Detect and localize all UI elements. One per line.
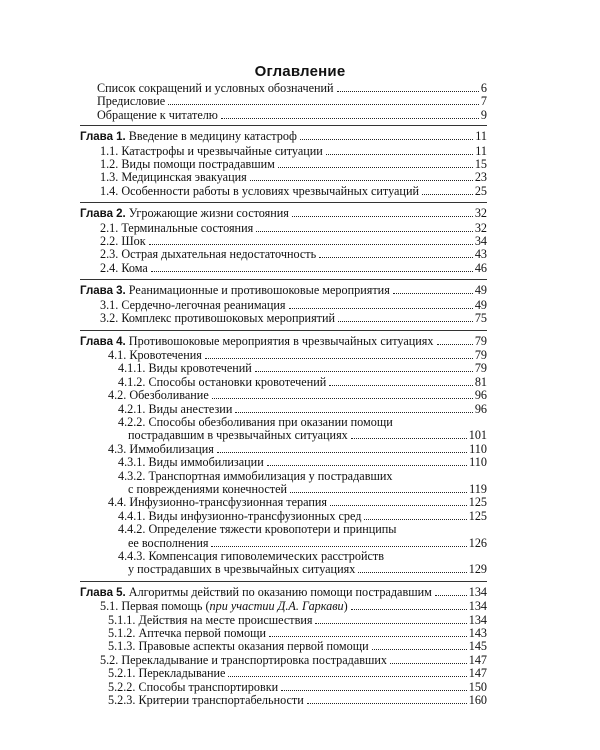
chapter-title: Угрожающие жизни состояния xyxy=(128,206,289,221)
toc-entry-text: 5.2. Перекладывание и транспортировка пострадавших xyxy=(100,652,388,667)
toc-entry-text: 4.3. Иммобилизация xyxy=(108,441,214,456)
toc-entry-text: 4.2. Обезболивание xyxy=(108,388,209,403)
leader-dots xyxy=(319,257,473,258)
toc-entry-text: 4.4.1. Виды инфузионно-трансфузионных сред xyxy=(118,508,362,523)
leader-dots xyxy=(300,139,473,140)
toc-page-number: 110 xyxy=(469,441,487,456)
toc-page-number: 11 xyxy=(475,143,487,158)
leader-dots xyxy=(372,649,467,650)
toc-entry-text: Обращение к читателю xyxy=(97,107,218,122)
toc-chapter-5[interactable] xyxy=(80,586,487,600)
toc-entry-text: 5.1.2. Аптечка первой помощи xyxy=(108,626,267,641)
toc-page-number: 160 xyxy=(468,693,487,708)
toc-entry-4-4-2-line1[interactable] xyxy=(118,523,487,536)
chapter-label: Глава 3. xyxy=(80,285,126,298)
toc-entry-text: 2.1. Терминальные состояния xyxy=(100,220,254,235)
toc-entry-5-1[interactable] xyxy=(100,600,487,613)
toc-page-number: 81 xyxy=(474,374,487,389)
leader-dots xyxy=(307,703,467,704)
leader-dots xyxy=(315,623,466,624)
toc-entry-text: Предисловие xyxy=(97,94,166,109)
chapter-label: Глава 1. xyxy=(80,131,126,144)
toc-page-number: 125 xyxy=(468,508,487,523)
toc-chapter-4[interactable] xyxy=(80,335,487,349)
leader-dots xyxy=(351,438,467,439)
toc-page-number: 96 xyxy=(474,388,487,403)
leader-dots xyxy=(221,118,479,119)
toc-entry-text: 1.1. Катастрофы и чрезвычайные ситуации xyxy=(100,143,323,158)
section-divider xyxy=(80,202,487,203)
leader-dots xyxy=(256,231,473,232)
toc-page-number: 11 xyxy=(475,129,487,144)
toc-entry-4-4-3-line1[interactable] xyxy=(118,550,487,563)
toc-entry-text-continued: у пострадавших в чрезвычайных ситуациях xyxy=(128,562,356,577)
leader-dots xyxy=(278,167,473,168)
toc-entry-1-4[interactable] xyxy=(100,185,487,198)
toc-entry-text: 4.1.1. Виды кровотечений xyxy=(118,361,252,376)
toc-entry-text: 5.2.1. Перекладывание xyxy=(108,666,226,681)
chapter-title: Противошоковые мероприятия в чрезвычайных ситуациях xyxy=(128,333,434,348)
leader-dots xyxy=(151,271,473,272)
toc-entry-4-1-1[interactable] xyxy=(118,362,487,375)
leader-dots xyxy=(255,371,473,372)
chapter-title: Алгоритмы действий по оказанию помощи пострадавшим xyxy=(128,584,432,599)
leader-dots xyxy=(267,465,467,466)
leader-dots xyxy=(289,308,473,309)
toc-entry-4-4-2-line2[interactable] xyxy=(128,537,487,550)
leader-dots xyxy=(329,385,473,386)
toc-entry-4-2-2-line2[interactable] xyxy=(128,429,487,442)
toc-entry-text: 4.4. Инфузионно-трансфузионная терапия xyxy=(108,495,327,510)
toc-chapter-2[interactable] xyxy=(80,207,487,221)
toc-page-number: 75 xyxy=(474,311,487,326)
toc-chapter-3[interactable] xyxy=(80,284,487,298)
toc-entry-5-2-1[interactable] xyxy=(108,667,487,680)
leader-dots xyxy=(149,244,473,245)
leader-dots xyxy=(364,519,466,520)
toc-entry-4-3-2-line1[interactable] xyxy=(118,470,487,483)
leader-dots xyxy=(393,293,473,294)
toc-page-number: 110 xyxy=(469,455,487,470)
toc-entry-italic: при участии Д.А. Гаркави xyxy=(209,599,344,614)
toc-page-number: 125 xyxy=(468,495,487,510)
leader-dots xyxy=(358,572,466,573)
toc-page-number: 23 xyxy=(474,170,487,185)
toc-page-number: 34 xyxy=(474,234,487,249)
leader-dots xyxy=(211,546,466,547)
toc-entry-4-3-2-line2[interactable] xyxy=(128,483,487,496)
leader-dots xyxy=(435,595,467,596)
toc-page-number: 79 xyxy=(474,347,487,362)
toc-entry-4-2-2-line1[interactable] xyxy=(118,416,487,429)
leader-dots xyxy=(217,452,467,453)
toc-page-number: 9 xyxy=(480,107,487,122)
toc-entry-2-1[interactable] xyxy=(100,222,487,235)
toc-entry-text: 4.1.2. Способы остановки кровотечений xyxy=(118,374,327,389)
toc-entry-text-continued: пострадавшим в чрезвычайных ситуациях xyxy=(128,428,348,443)
page-title: Оглавление xyxy=(254,63,346,80)
leader-dots xyxy=(338,321,473,322)
leader-dots xyxy=(269,636,467,637)
leader-dots xyxy=(228,676,466,677)
toc-entry-text: 4.3.2. Транспортная иммобилизация у пострадавших xyxy=(118,468,393,483)
toc-entry-3-1[interactable] xyxy=(100,299,487,312)
toc-entry-4-1-2[interactable] xyxy=(118,376,487,389)
toc-page-number: 145 xyxy=(468,639,487,654)
chapter-title: Реанимационные и противошоковые мероприятия xyxy=(128,283,390,298)
toc-page-number: 101 xyxy=(468,428,487,443)
section-divider xyxy=(80,125,487,126)
toc-entry-text: 1.3. Медицинская эвакуация xyxy=(100,170,247,185)
section-divider xyxy=(80,330,487,331)
toc-page-number: 147 xyxy=(468,666,487,681)
section-divider xyxy=(80,279,487,280)
leader-dots xyxy=(337,91,479,92)
leader-dots xyxy=(390,663,467,664)
toc-page-number: 79 xyxy=(474,361,487,376)
toc-page-number: 6 xyxy=(480,81,487,95)
toc-entry-4-3-1[interactable] xyxy=(118,456,487,469)
toc-entry-text: 3.2. Комплекс противошоковых мероприятий xyxy=(100,311,336,326)
toc-entry-text: 5.1. Первая помощь ( xyxy=(100,599,210,614)
toc-page-number: 46 xyxy=(474,260,487,275)
toc-entry-text-continued: ее восполнения xyxy=(128,535,209,550)
chapter-label: Глава 5. xyxy=(80,586,126,599)
toc-entry-4-1[interactable] xyxy=(108,349,487,362)
leader-dots xyxy=(205,358,473,359)
toc-entry-5-1-3[interactable] xyxy=(108,640,487,653)
toc-page-number: 49 xyxy=(474,297,487,312)
toc-entry-5-1-2[interactable] xyxy=(108,627,487,640)
toc-entry-text: 5.2.2. Способы транспортировки xyxy=(108,679,279,694)
toc-page-number: 150 xyxy=(468,679,487,694)
toc-entry-preface[interactable] xyxy=(97,95,487,108)
leader-dots xyxy=(290,492,467,493)
toc-entry-2-4[interactable] xyxy=(100,262,487,275)
leader-dots xyxy=(437,344,473,345)
toc-entry-text: 2.4. Кома xyxy=(100,260,148,275)
toc-entry-text: 1.4. Особенности работы в условиях чрезвычайных ситуаций xyxy=(100,183,419,198)
toc-entry-text-after: ) xyxy=(343,599,348,614)
toc-entry-1-2[interactable] xyxy=(100,158,487,171)
toc-page-number: 15 xyxy=(474,157,487,172)
toc-entry-5-1-1[interactable] xyxy=(108,614,487,627)
toc-entry-5-2[interactable] xyxy=(100,654,487,667)
chapter-title: Введение в медицину катастроф xyxy=(128,129,297,144)
toc-entry-text: Список сокращений и условных обозначений xyxy=(97,81,334,95)
toc-entry-text: 4.4.2. Определение тяжести кровопотери и принципы xyxy=(118,522,397,537)
toc-page-number: 143 xyxy=(468,626,487,641)
toc-entry-4-4-3-line2[interactable] xyxy=(128,563,487,576)
toc-page-number: 79 xyxy=(474,333,487,348)
toc-entry-text: 5.1.3. Правовые аспекты оказания первой помощи xyxy=(108,639,369,654)
toc-page-number: 25 xyxy=(474,183,487,198)
leader-dots xyxy=(351,609,467,610)
toc-entry-text: 4.2.1. Виды анестезии xyxy=(118,401,233,416)
toc-page-number: 7 xyxy=(480,94,487,109)
leader-dots xyxy=(212,398,473,399)
toc-entry-text-continued: с повреждениями конечностей xyxy=(128,481,288,496)
toc-entry-2-2[interactable] xyxy=(100,235,487,248)
toc-entry-text: 4.2.2. Способы обезболивания при оказании помощи xyxy=(118,414,393,429)
toc-page-number: 129 xyxy=(468,562,487,577)
toc-page-number: 119 xyxy=(469,481,487,496)
toc-entry-5-2-3[interactable] xyxy=(108,694,487,707)
toc-entry-3-2[interactable] xyxy=(100,312,487,325)
toc-page-number: 49 xyxy=(474,283,487,298)
section-divider xyxy=(80,581,487,582)
toc-entry-4-3[interactable] xyxy=(108,443,487,456)
toc-entry-abbreviations[interactable] xyxy=(97,82,487,95)
leader-dots xyxy=(330,505,467,506)
toc-entry-text: 3.1. Сердечно-легочная реанимация xyxy=(100,297,286,312)
leader-dots xyxy=(168,104,479,105)
toc-page-number: 32 xyxy=(474,206,487,221)
toc-entry-4-4-1[interactable] xyxy=(118,510,487,523)
toc-entry-reader-address[interactable] xyxy=(97,109,487,122)
toc-page-number: 43 xyxy=(474,247,487,262)
toc-entry-text: 2.2. Шок xyxy=(100,234,146,249)
toc-entry-text: 5.2.3. Критерии транспортабельности xyxy=(108,693,304,708)
toc-entry-text: 2.3. Острая дыхательная недостаточность xyxy=(100,247,317,262)
toc-entry-text: 1.2. Виды помощи пострадавшим xyxy=(100,157,275,172)
toc-entry-5-2-2[interactable] xyxy=(108,681,487,694)
toc-page-number: 147 xyxy=(468,652,487,667)
leader-dots xyxy=(326,154,473,155)
toc-page-number: 32 xyxy=(474,220,487,235)
leader-dots xyxy=(422,194,473,195)
table-of-contents xyxy=(80,82,487,707)
toc-entry-text: 4.3.1. Виды иммобилизации xyxy=(118,455,264,470)
toc-entry-2-3[interactable] xyxy=(100,248,487,261)
toc-entry-4-4[interactable] xyxy=(108,496,487,509)
toc-entry-4-2[interactable] xyxy=(108,389,487,402)
toc-entry-4-2-1[interactable] xyxy=(118,403,487,416)
toc-entry-text: 5.1.1. Действия на месте происшествия xyxy=(108,612,313,627)
toc-entry-1-3[interactable] xyxy=(100,171,487,184)
toc-page-number: 96 xyxy=(474,401,487,416)
toc-chapter-1[interactable] xyxy=(80,130,487,144)
toc-entry-1-1[interactable] xyxy=(100,145,487,158)
chapter-label: Глава 2. xyxy=(80,208,126,221)
toc-page-number: 134 xyxy=(468,584,487,599)
toc-page-number: 126 xyxy=(468,535,487,550)
toc-entry-text: 4.1. Кровотечения xyxy=(108,347,202,362)
toc-page-number: 134 xyxy=(468,612,487,627)
toc-page-number: 134 xyxy=(468,599,487,614)
leader-dots xyxy=(250,180,473,181)
leader-dots xyxy=(292,216,473,217)
chapter-label: Глава 4. xyxy=(80,335,126,348)
toc-entry-text: 4.4.3. Компенсация гиповолемических расстройств xyxy=(118,549,384,563)
leader-dots xyxy=(281,690,467,691)
leader-dots xyxy=(235,412,472,413)
